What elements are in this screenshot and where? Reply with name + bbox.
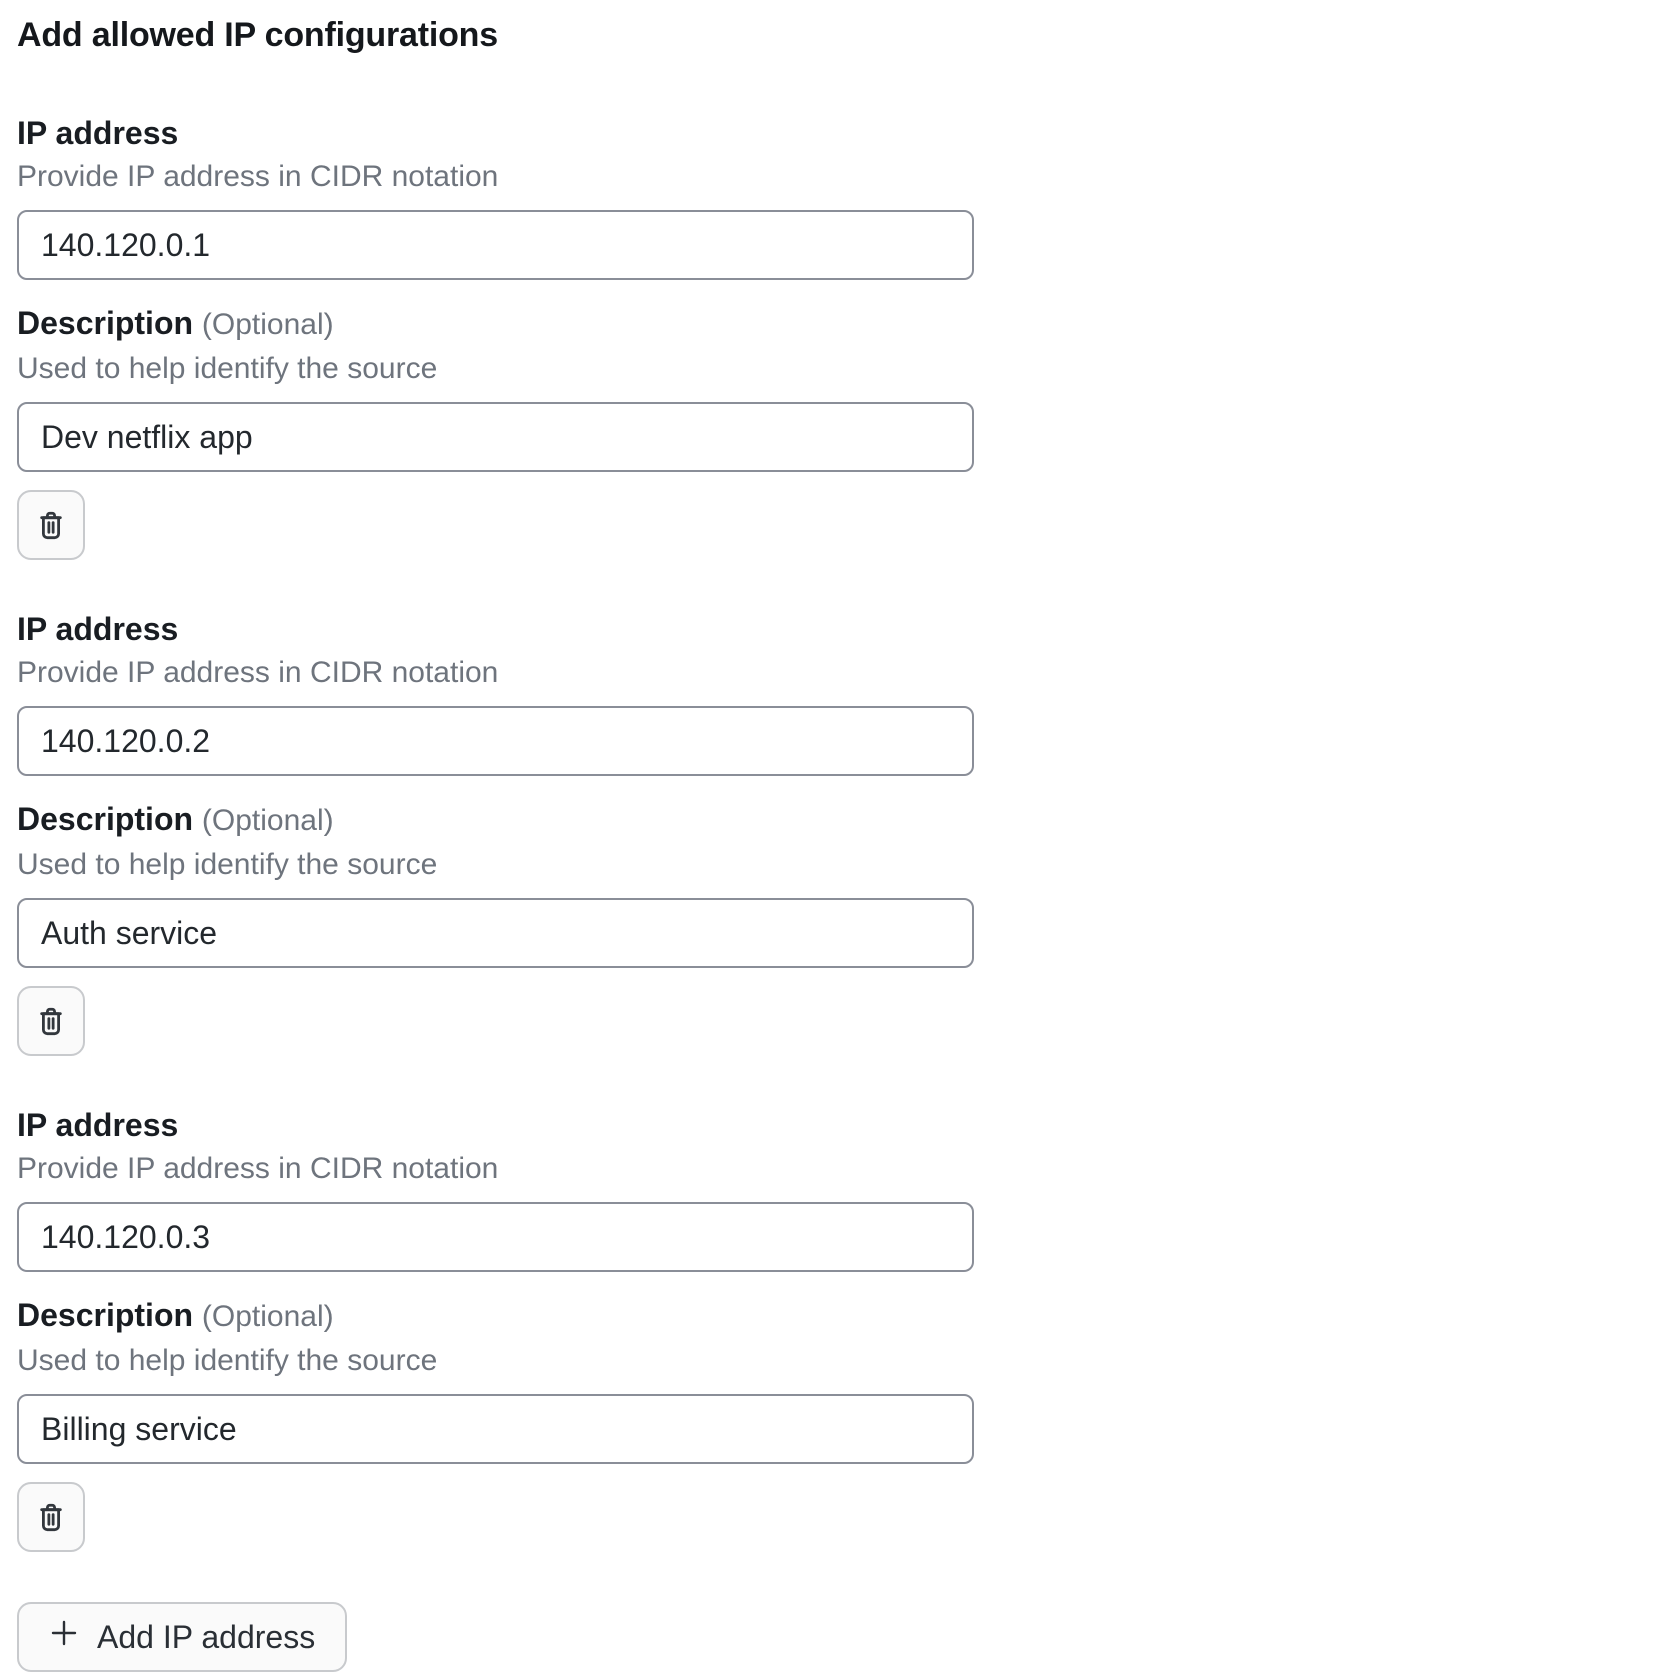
- description-label-text: Description: [17, 305, 194, 341]
- delete-entry-button[interactable]: [17, 490, 85, 560]
- ip-entry: [17, 610, 1672, 1056]
- ip-address-label: IP address: [17, 611, 179, 647]
- description-optional-tag: (Optional): [201, 308, 334, 341]
- description-helper: Used to help identify the source: [17, 1344, 438, 1377]
- description-label-text: Description: [17, 801, 194, 837]
- ip-address-helper: Provide IP address in CIDR notation: [17, 160, 499, 193]
- ip-address-helper: Provide IP address in CIDR notation: [17, 1152, 499, 1185]
- description-helper: Used to help identify the source: [17, 848, 438, 881]
- ip-address-input[interactable]: [17, 210, 974, 280]
- page-title: Add allowed IP configurations: [17, 16, 498, 54]
- add-ip-address-button[interactable]: [17, 1602, 347, 1672]
- description-input[interactable]: [17, 402, 974, 472]
- delete-entry-button[interactable]: [17, 986, 85, 1056]
- description-label: [17, 304, 1672, 344]
- description-helper: Used to help identify the source: [17, 352, 438, 385]
- trash-icon: [35, 508, 67, 542]
- trash-icon: [35, 1500, 67, 1534]
- ip-entry: [17, 1106, 1672, 1552]
- ip-address-helper: Provide IP address in CIDR notation: [17, 656, 499, 689]
- ip-entry: [17, 114, 1672, 560]
- ip-address-label: IP address: [17, 115, 179, 151]
- delete-entry-button[interactable]: [17, 1482, 85, 1552]
- ip-address-input[interactable]: [17, 1202, 974, 1272]
- description-label-text: Description: [17, 1297, 194, 1333]
- trash-icon: [35, 1004, 67, 1038]
- description-optional-tag: (Optional): [201, 804, 334, 837]
- plus-icon: [49, 1618, 79, 1656]
- description-input[interactable]: [17, 898, 974, 968]
- description-optional-tag: (Optional): [201, 1300, 334, 1333]
- add-ip-address-label: Add IP address: [97, 1618, 316, 1655]
- ip-address-label: IP address: [17, 1107, 179, 1143]
- description-label: [17, 800, 1672, 840]
- ip-address-input[interactable]: [17, 706, 974, 776]
- description-label: [17, 1296, 1672, 1336]
- description-input[interactable]: [17, 1394, 974, 1464]
